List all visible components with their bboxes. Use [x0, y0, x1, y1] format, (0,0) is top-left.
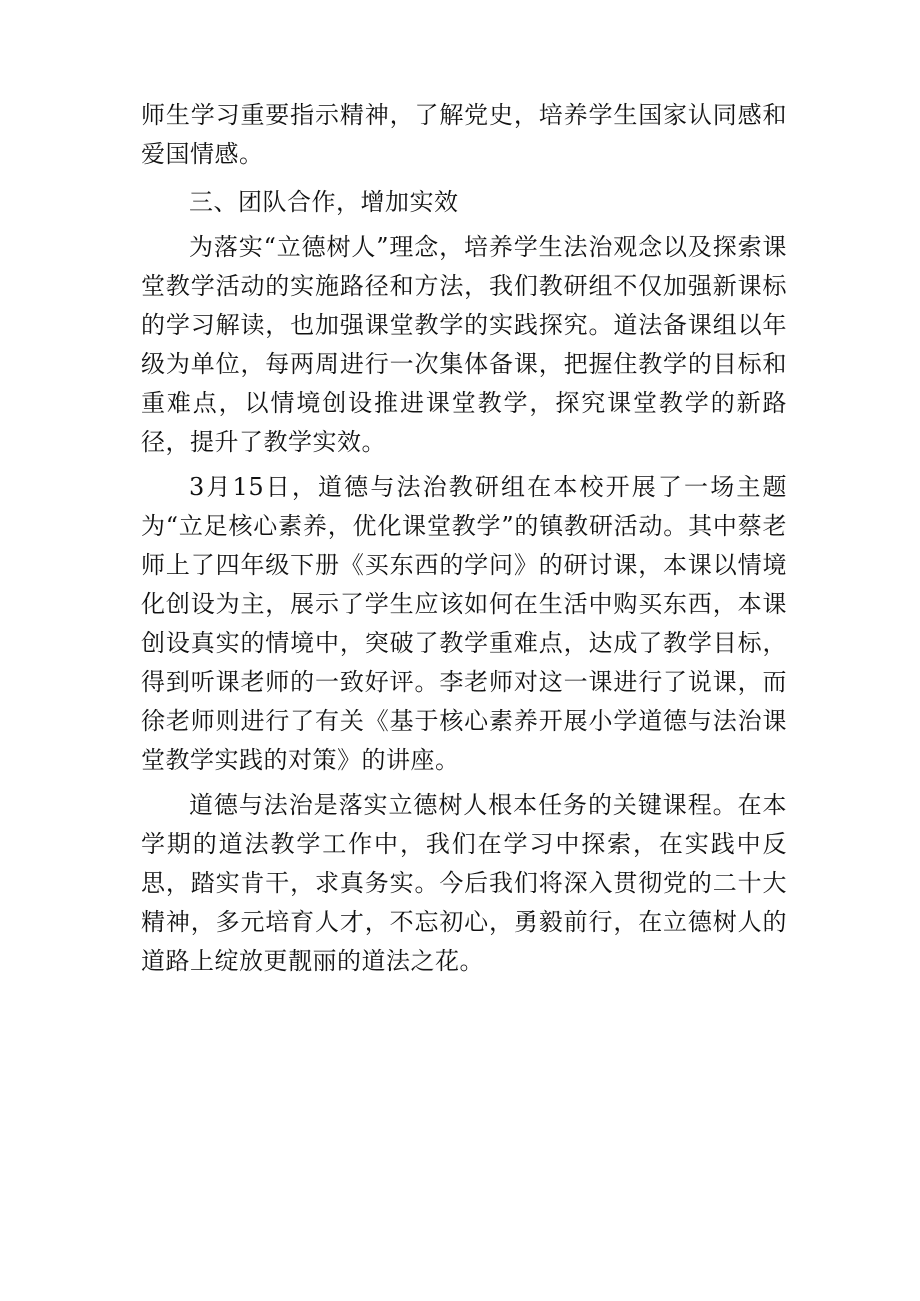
- paragraph-teaching-activity: 3月15日，道德与法治教研组在本校开展了一场主题为“立足核心素养，优化课堂教学”的镇教研活动。其中蔡老师上了四年级下册《买东西的学问》的研讨课，本课以情境化创设为主，展示了学生应该如何在生活中购买东西，本课创设真实的情境中，突破了教学重难点，达成了教学目标，得到听课老师的一致好评。李老师对这一课进行了说课，而徐老师则进行了有关《基于核心素养开展小学道德与法治课堂教学实践的对策》的讲座。: [141, 473, 787, 774]
- paragraph-team-cooperation: 为落实“立德树人”理念，培养学生法治观念以及探索课堂教学活动的实施路径和方法，我们教研组不仅加强新课标的学习解读，也加强课堂教学的实践探究。道法备课组以年级为单位，每两周进行一次集体备课，把握住教学的目标和重难点，以情境创设推进课堂教学，探究课堂教学的新路径，提升了教学实效。: [141, 233, 787, 456]
- section-heading: 三、团队合作，增加实效: [189, 188, 459, 216]
- paragraph-conclusion: 道德与法治是落实立德树人根本任务的关键课程。在本学期的道法教学工作中，我们在学习中探索，在实践中反思，踏实肯干，求真务实。今后我们将深入贯彻党的二十大精神，多元培育人才，不忘初心，勇毅前行，在立德树人的道路上绽放更靓丽的道法之花。: [141, 791, 787, 975]
- continuation-paragraph: 师生学习重要指示精神，了解党史，培养学生国家认同感和爱国情感。: [141, 101, 787, 168]
- document-body: [141, 96, 787, 981]
